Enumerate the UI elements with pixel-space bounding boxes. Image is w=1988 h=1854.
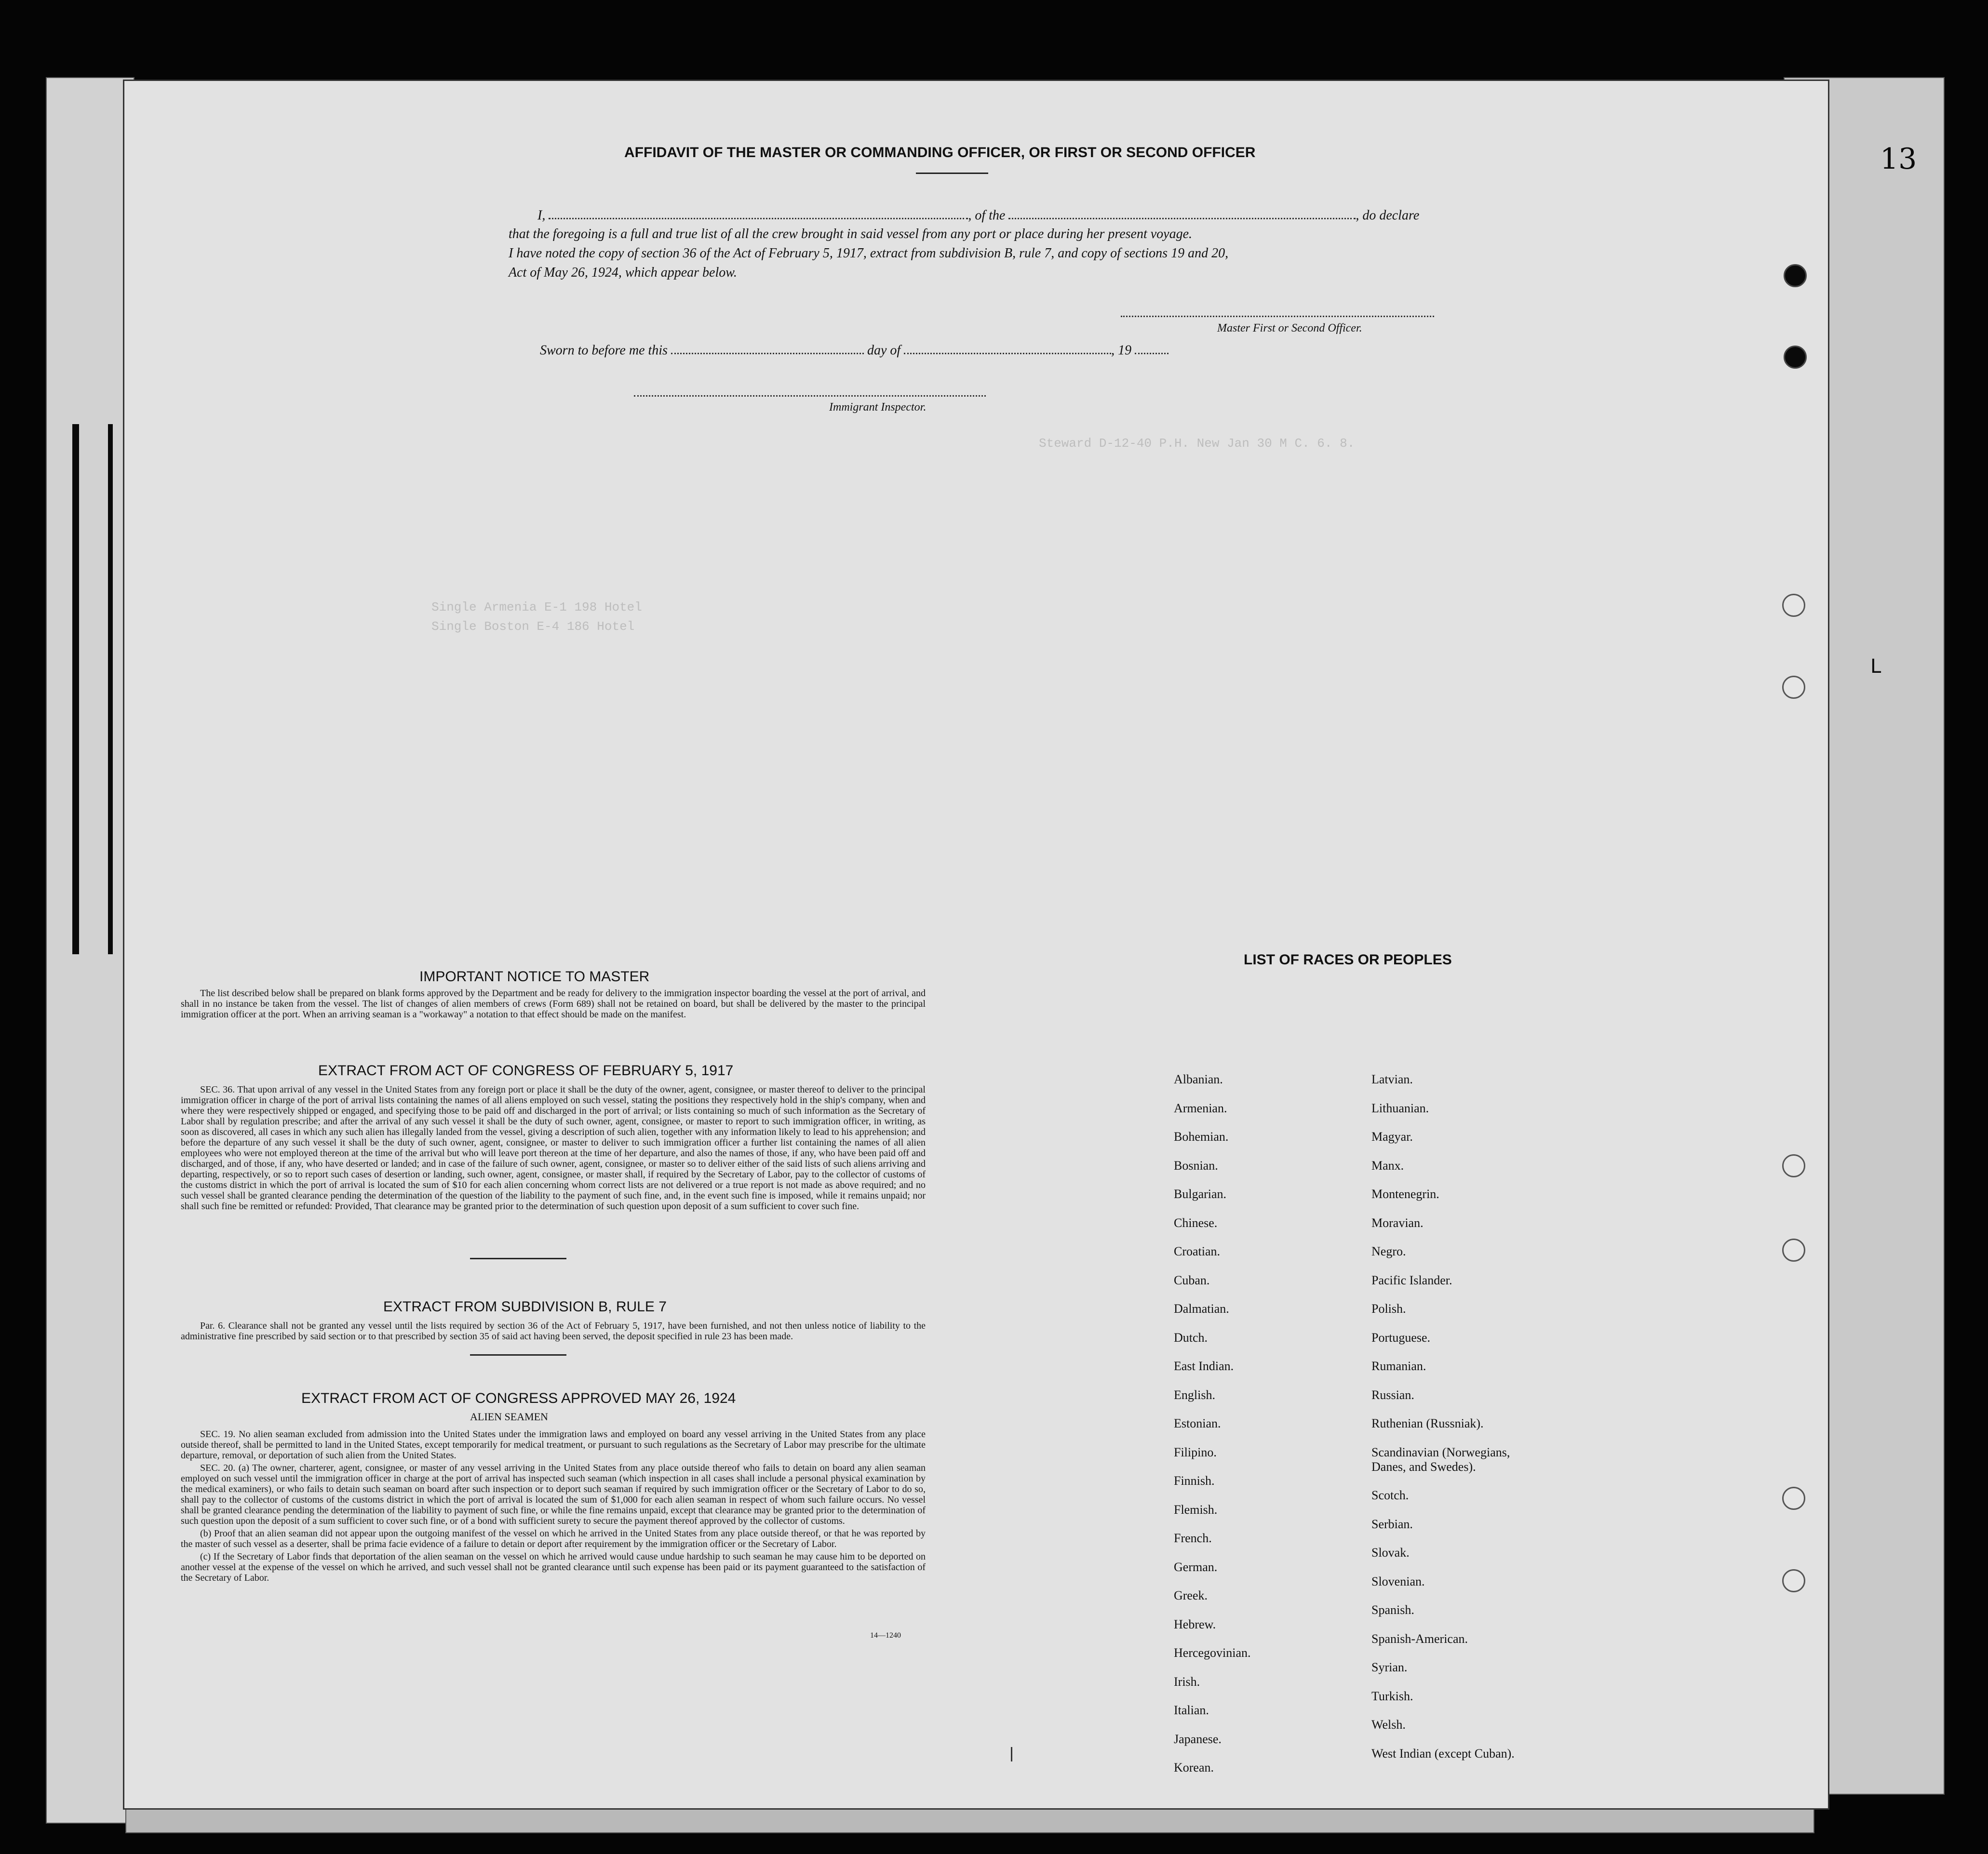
race-item: East Indian. (1174, 1359, 1234, 1373)
extract-1917-body (181, 1084, 926, 1214)
race-item: Polish. (1371, 1302, 1406, 1316)
race-item: West Indian (except Cuban). (1371, 1746, 1515, 1761)
race-item: Bohemian. (1174, 1130, 1229, 1144)
section-20a-paragraph: SEC. 20. (a) The owner, charterer, agent, consignee, or master of any vessel arriving in the United States from any place outside thereof who fails to detain on board any alien seaman employed on such vessel until the immigration officer in charge at the port of arrival has inspected such seaman (which inspection in all cases shall include a personal physical examination by the medical examiners), or who fails to detain such seaman on board after such inspection or to deport such seaman if required by such immigration officer or the Secretary of Labor to do so, shall pay to the collector of customs of the customs district in which the port of arrival is located the sum of $1,000 for each alien seaman in respect of whom such failure occurs. No vessel shall be granted clearance pending the determination of the liability to payment of such fine, or while the fine remains unpaid, except that clearance may be granted prior to the determination of such question upon the deposit of a sum sufficient to cover such fine, or of a bond with sufficient surety to secure the payment thereof approved by the collector of customs. (181, 1463, 926, 1526)
affidavit-of-the: , of the (968, 208, 1006, 223)
race-item: Italian. (1174, 1703, 1209, 1717)
affidavit-i: I, (537, 208, 546, 223)
binder-hole (1784, 346, 1807, 369)
race-item: Finnish. (1174, 1474, 1215, 1488)
inspector-label: Immigrant Inspector. (829, 401, 927, 413)
binder-hole (1782, 1569, 1805, 1592)
divider-1917 (470, 1258, 566, 1259)
race-item: Spanish. (1371, 1603, 1414, 1617)
race-item: Armenian. (1174, 1101, 1227, 1115)
alien-seamen-subtitle: ALIEN SEAMEN (470, 1411, 548, 1423)
binder-hole (1782, 676, 1805, 699)
race-item: Bosnian. (1174, 1158, 1218, 1173)
divider-subdivision (470, 1354, 566, 1356)
race-item: Welsh. (1371, 1718, 1406, 1732)
race-item: Dalmatian. (1174, 1302, 1229, 1316)
race-item: Rumanian. (1371, 1359, 1426, 1373)
sworn-month-blank (904, 342, 1111, 354)
section-20b-paragraph: (b) Proof that an alien seaman did not appear upon the outgoing manifest of the vessel on which he arrived in the United States from any place outside thereof, or that he was reported by the master of such vessel as a deserter, shall be prima facie evidence of a failure to detain or deport after requirement by the immigration officer or the Secretary of Labor. (181, 1528, 926, 1549)
race-item: Estonian. (1174, 1416, 1221, 1430)
race-item: Slovenian. (1371, 1574, 1425, 1588)
binder-hole (1782, 1487, 1805, 1510)
year-prefix: , 19 (1111, 343, 1132, 358)
ghost-typing: Steward D-12-40 P.H. New Jan 30 M C. 6. 8. (1039, 436, 1355, 451)
master-label: Master First or Second Officer. (1217, 322, 1362, 334)
bottom-tick (1011, 1747, 1012, 1761)
race-item: Irish. (1174, 1674, 1200, 1689)
notice-paragraph: The list described below shall be prepared on blank forms approved by the Department and be ready for delivery to the immigration inspector boarding the vessel at the port of arrival, and shall in no instance be taken from the vessel. The list of changes of alien members of crews (Form 689) shall not be retained on board, but shall be delivered by the master to the principal immigration officer at the port. When an arriving seaman is a "workaway" a notation to that effect should be made on the manifest. (181, 988, 926, 1020)
race-item: Scandinavian (Norwegians, (1371, 1445, 1510, 1459)
race-item: German. (1174, 1560, 1218, 1574)
race-item: Croatian. (1174, 1244, 1221, 1258)
race-item: Latvian. (1371, 1072, 1413, 1086)
subdivision-title: EXTRACT FROM SUBDIVISION B, RULE 7 (383, 1299, 667, 1315)
notice-title: IMPORTANT NOTICE TO MASTER (419, 969, 650, 985)
race-item: English. (1174, 1387, 1215, 1402)
race-item: Dutch. (1174, 1330, 1208, 1345)
extract-1924-body (181, 1429, 926, 1585)
race-item: Greek. (1174, 1588, 1208, 1602)
manifest-back-page (123, 80, 1829, 1810)
section-20c-paragraph: (c) If the Secretary of Labor finds that deportation of the alien seaman on the vessel on which he arrived would cause undue hardship to such seaman he may cause him to be deported on another vessel at the expense of the vessel on which he arrived, and such vessel shall not be granted clearance until such expense has been paid or its payment guaranteed to the satisfaction of the Secretary of Labor. (181, 1551, 926, 1583)
paragraph-6: Par. 6. Clearance shall not be granted any vessel until the lists required by section 36 of the Act of February 5, 1917, have been furnished, and not then unless notice of liability to the administrative fine prescribed by said section or to that prescribed by section 35 of said act having been served, the deposit specified in rule 23 has been made. (181, 1320, 926, 1342)
binder-hole (1782, 594, 1805, 617)
race-item: Albanian. (1174, 1072, 1223, 1086)
binder-hole (1782, 1154, 1805, 1177)
races-title: LIST OF RACES OR PEOPLES (1244, 952, 1452, 968)
race-item: Hercegovinian. (1174, 1646, 1251, 1660)
sworn-line (540, 342, 1169, 358)
binder-hole (1784, 264, 1807, 287)
race-item: Korean. (1174, 1761, 1214, 1774)
race-item: Portuguese. (1371, 1330, 1431, 1345)
day-of-text: day of (867, 343, 901, 358)
race-item: Lithuanian. (1371, 1101, 1429, 1115)
sworn-day-blank (671, 342, 864, 354)
race-item: Cuban. (1174, 1273, 1210, 1287)
race-item: Hebrew. (1174, 1617, 1216, 1631)
race-item: Spanish-American. (1371, 1631, 1468, 1646)
affidavit-declare: , do declare (1356, 208, 1420, 223)
race-item: Manx. (1371, 1158, 1404, 1173)
handwritten-vertical-mark (72, 424, 113, 954)
sworn-year-blank (1135, 342, 1169, 354)
extract-1917-title: EXTRACT FROM ACT OF CONGRESS OF FEBRUARY 5, 1917 (318, 1063, 734, 1079)
affidavit-line4: Act of May 26, 1924, which appear below. (509, 265, 737, 280)
race-item: Syrian. (1371, 1660, 1408, 1674)
binder-hole (1782, 1239, 1805, 1262)
section-36-paragraph: SEC. 36. That upon arrival of any vessel in the United States from any foreign port or place it shall be the duty of the owner, agent, consignee, or master thereof to deliver to the principal immigration officer in charge of the port of arrival lists containing the names of all aliens employed on such vessel, stating the positions they respectively hold in the ship's company, when and where they were respectively shipped or engaged, and specifying those to be paid off and discharged in the port of arrival; or lists containing so much of such information as the Secretary of Labor shall by regulation prescribe; and after the arrival of any such vessel it shall be the duty of such owner, agent, consignee, or master to report to such immigration officer, in writing, as soon as discovered, all cases in which any such alien has illegally landed from the vessel, giving a description of such alien, together with any information likely to lead to his apprehension; and before the departure of any such vessel it shall be the duty of such owner, agent, consignee, or master to deliver to such immigration officer a further list containing the names of all alien employees who were not employed thereon at the time of the arrival but who will leave port thereon at the time of her departure, and also the names of those, if any, who have been paid off and discharged, and of those, if any, who have deserted or landed; and in case of the failure of such owner, agent, consignee, or master so to deliver either of the said lists of such aliens arriving and departing, respectively, or so to report such cases of desertion or landing, such owner, agent, consignee, or master shall, if required by the Secretary of Labor, pay to the collector of customs of the customs district in which the port of arrival is located the sum of $10 for each alien concerning whom correct lists are not delivered or a true report is not made as above required; and no such vessel shall be granted clearance pending the determination of the question of the liability to the payment of such fine, and, in the event such fine is imposed, while it remains unpaid; nor shall such fine be remitted or refunded: Provided, That clearance may be granted prior to the determination of such question upon deposit of a sum sufficient to cover such fine. (181, 1084, 926, 1212)
subdivision-body (181, 1320, 926, 1344)
race-item: Japanese. (1174, 1732, 1222, 1746)
race-item: Chinese. (1174, 1215, 1218, 1230)
race-item: Ruthenian (Russniak). (1371, 1416, 1484, 1430)
affidavit-line2: that the foregoing is a full and true list of all the crew brought in said vessel from any port or place during her present voyage. (509, 227, 1193, 241)
master-signature-line (1121, 316, 1434, 317)
vessel-blank (1008, 207, 1356, 219)
ghost-typing: Single Boston E-4 186 Hotel (431, 619, 635, 634)
race-item: Negro. (1371, 1244, 1406, 1258)
race-item: Scotch. (1371, 1488, 1409, 1502)
affidavit-line1 (537, 207, 1419, 223)
race-item: Danes, and Swedes). (1371, 1459, 1476, 1474)
sworn-text: Sworn to before me this (540, 343, 668, 358)
race-item: Flemish. (1174, 1502, 1218, 1517)
affidavit-title-divider (916, 173, 988, 174)
race-item: Filipino. (1174, 1445, 1217, 1459)
race-item: Moravian. (1371, 1215, 1424, 1230)
extract-1924-title: EXTRACT FROM ACT OF CONGRESS APPROVED MAY 26, 1924 (301, 1390, 736, 1406)
handwritten-page-number: 13 (1880, 142, 1917, 176)
race-item: Slovak. (1371, 1546, 1410, 1560)
race-item: Bulgarian. (1174, 1187, 1227, 1201)
race-item: Turkish. (1371, 1689, 1413, 1703)
form-number: 14—1240 (870, 1631, 901, 1640)
affidavit-line3: I have noted the copy of section 36 of the Act of February 5, 1917, extract from subdivision B, rule 7, and copy of sections 19 and 20, (509, 246, 1229, 261)
affidavit-title: AFFIDAVIT OF THE MASTER OR COMMANDING OFFICER, OR FIRST OR SECOND OFFICER (624, 145, 1256, 160)
notice-body (181, 988, 926, 1022)
ghost-typing: Single Armenia E-1 198 Hotel (431, 600, 642, 614)
section-19-paragraph: SEC. 19. No alien seaman excluded from admission into the United States under the immigration laws and employed on board any vessel arriving in the United States from any place outside thereof, shall be permitted to land in the United States, except temporarily for medical treatment, or pursuant to such regulations as the Secretary of Labor may prescribe for the ultimate departure, removal, or deportation of such alien from the United States. (181, 1429, 926, 1461)
race-item: French. (1174, 1531, 1212, 1545)
race-item: Magyar. (1371, 1130, 1413, 1144)
handwritten-check-mark: L (1870, 655, 1881, 678)
name-blank (549, 207, 968, 219)
race-item: Montenegrin. (1371, 1187, 1439, 1201)
race-item: Serbian. (1371, 1517, 1413, 1531)
race-item: Pacific Islander. (1371, 1273, 1452, 1287)
race-item: Russian. (1371, 1387, 1414, 1402)
inspector-signature-line (634, 395, 986, 397)
